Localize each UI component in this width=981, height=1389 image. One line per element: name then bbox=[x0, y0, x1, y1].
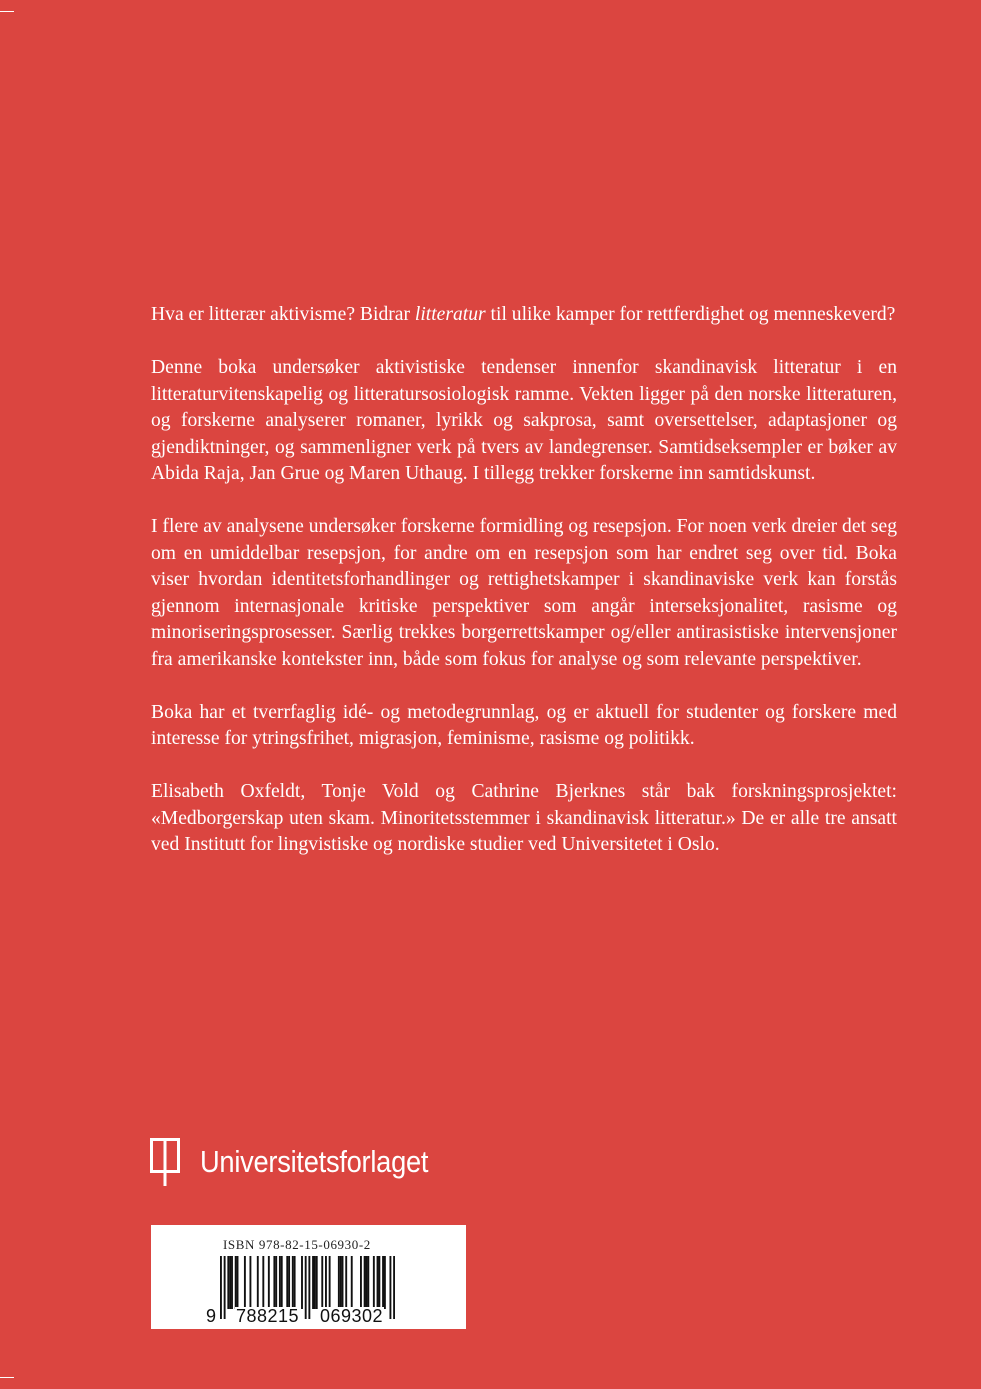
barcode-bar bbox=[279, 1256, 281, 1309]
blurb-paragraph-1 bbox=[151, 302, 897, 329]
isbn-label: ISBN 978-82-15-06930-2 bbox=[223, 1237, 371, 1252]
barcode-bar bbox=[229, 1256, 231, 1309]
barcode-bar bbox=[364, 1256, 366, 1309]
blurb-text: til ulike kamper for rettferdighet og menneskeverd? bbox=[485, 304, 896, 325]
publisher-logo bbox=[150, 1138, 459, 1186]
barcode-lead-digit: 9 bbox=[206, 1306, 217, 1326]
blurb-paragraph-2: Denne boka undersøker aktivistiske tendenser innenfor skandinavisk litteratur i en litteraturvitenskapelig og litteratursosiologisk ramme. Vekten ligger på den norske litteraturen, og forskerne analyserer romaner, lyrikk og sakprosa, samt oversettelser, adaptasjoner og gjendiktninger, og sammenligner verk på tvers av landegrenser. Samtidseksempler er bøker av Abida Raja, Jan Grue og Maren Uthaug. I tillegg trekker forskerne inn samtidskunst. bbox=[151, 357, 897, 484]
crop-mark-bottom bbox=[0, 1377, 14, 1378]
barcode-bar bbox=[312, 1256, 314, 1309]
barcode-bar bbox=[360, 1256, 362, 1309]
barcode-bar bbox=[262, 1256, 264, 1309]
blurb-paragraph-4: Boka har et tverrfaglig idé- og metodegrunnlag, og er aktuell for studenter og forskere med interesse for ytringsfrihet, migrasjon, feminisme, rasisme og politikk. bbox=[151, 701, 897, 749]
barcode-bar bbox=[288, 1256, 290, 1309]
barcode-bar bbox=[316, 1256, 318, 1309]
barcode-bar bbox=[340, 1256, 342, 1309]
barcode-bar bbox=[294, 1256, 296, 1309]
barcode-bar bbox=[281, 1256, 283, 1309]
barcode-bar bbox=[382, 1256, 384, 1309]
barcode-bar bbox=[378, 1256, 380, 1309]
barcode-bar bbox=[345, 1256, 347, 1309]
barcode-bar bbox=[377, 1256, 379, 1309]
barcode-bar bbox=[220, 1256, 222, 1319]
barcode-bar bbox=[275, 1256, 277, 1309]
barcode-bar bbox=[321, 1256, 323, 1309]
barcode-bar bbox=[305, 1256, 307, 1319]
barcode-bar bbox=[351, 1256, 353, 1309]
barcode-right-digits: 069302 bbox=[320, 1306, 384, 1326]
barcode-bar bbox=[224, 1256, 226, 1319]
barcode-bar bbox=[314, 1256, 316, 1309]
barcode-bar bbox=[308, 1256, 310, 1319]
barcode-bar bbox=[286, 1256, 288, 1309]
barcode-bar bbox=[257, 1256, 259, 1309]
crop-mark-top bbox=[0, 11, 14, 12]
barcode-bar bbox=[268, 1256, 270, 1309]
barcode-bar bbox=[273, 1256, 275, 1309]
barcode-bar bbox=[329, 1256, 331, 1309]
barcode-bar bbox=[393, 1256, 395, 1319]
barcode-bar bbox=[237, 1256, 239, 1309]
barcode-bar bbox=[231, 1256, 233, 1309]
barcode-bar bbox=[373, 1256, 375, 1309]
barcode-bar bbox=[249, 1256, 251, 1309]
blurb-italic-word: litteratur bbox=[414, 304, 486, 325]
barcode-bar bbox=[301, 1256, 303, 1309]
barcode-bar bbox=[367, 1256, 369, 1309]
barcode-bar bbox=[325, 1256, 327, 1309]
barcode-bar bbox=[292, 1256, 294, 1309]
barcode-bar bbox=[244, 1256, 246, 1309]
barcode-bar bbox=[384, 1256, 386, 1309]
blurb-text: Hva er litterær aktivisme? Bidrar bbox=[151, 304, 415, 325]
barcode-bar bbox=[366, 1256, 368, 1309]
barcode-left-digits: 788215 bbox=[236, 1306, 300, 1326]
barcode-bar bbox=[342, 1256, 344, 1309]
barcode-bar bbox=[235, 1256, 237, 1309]
barcode-bar bbox=[227, 1256, 229, 1309]
blurb bbox=[151, 302, 897, 859]
barcode-bar bbox=[389, 1256, 391, 1319]
author-bio: Elisabeth Oxfeldt, Tonje Vold og Cathrine Bjerknes står bak forskningsprosjektet: «Medborgerskap uten skam. Minoritetsstemmer i skandinavisk litteratur.» De er alle tre ansatt ved Institutt for lingvistiske og nordiske studier ved Universitetet i Oslo. bbox=[151, 781, 897, 855]
barcode-bar bbox=[338, 1256, 340, 1309]
blurb-paragraph-3: I flere av analysene undersøker forskerne formidling og resepsjon. For noen verk dreier det seg om en umiddelbar resepsjon, for andre om en resepsjon som har endret seg over tid. Boka viser hvordan identitetsforhandlinger og rettighetskamper i skandinaviske verk kan forstås gjennom internasjonale kritiske perspektiver som angår interseksjonalitet, rasisme og minoriseringsprosesser. Særlig trekkes borgerrettskamper og/eller antirasistiske intervensjoner fra amerikanske kontekster inn, både som fokus for analyse og som relevante perspektiver. bbox=[151, 516, 897, 670]
publisher-name: Universitetsforlaget bbox=[200, 1144, 429, 1179]
barcode-panel bbox=[151, 1225, 466, 1329]
universitetsforlaget-logo-icon bbox=[150, 1138, 180, 1186]
